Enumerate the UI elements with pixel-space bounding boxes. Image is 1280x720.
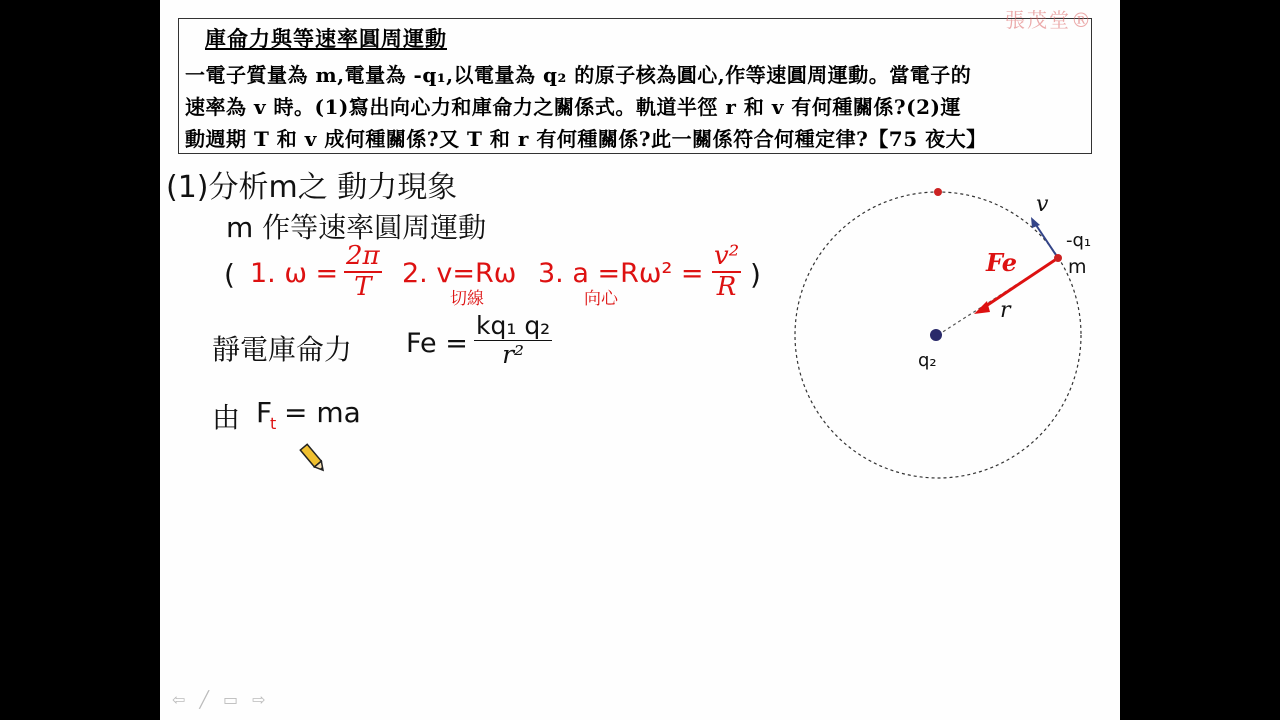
eq-3-label: 3. a =Rω² = bbox=[538, 258, 704, 289]
eq-1-label: 1. ω = bbox=[250, 258, 339, 289]
problem-box bbox=[178, 18, 1092, 154]
author-stamp: 張茂堂® bbox=[1005, 8, 1093, 32]
problem-line-3: 動週期 T 和 v 成何種關係?又 T 和 r 有何種關係?此一關係符合何種定律?【75 夜大】 bbox=[185, 127, 987, 151]
eq-2-label: 2. v=Rω bbox=[402, 258, 517, 289]
pen-icon[interactable]: ╱ bbox=[199, 690, 210, 709]
eq-3-numerator: v² bbox=[714, 241, 740, 271]
electron-dot bbox=[1054, 254, 1062, 262]
nucleus-label: q₂ bbox=[918, 350, 937, 371]
eq-1-fraction bbox=[344, 242, 382, 301]
charge-label: -q₁ bbox=[1066, 230, 1092, 251]
step-1-heading: (1)分析m之 動力現象 bbox=[166, 170, 458, 205]
fe-fraction bbox=[474, 312, 552, 368]
radius-label: r bbox=[1000, 298, 1011, 323]
velocity-label: v bbox=[1036, 192, 1049, 217]
fe-label: Fe = bbox=[406, 328, 468, 359]
fe-numerator: kq₁ q₂ bbox=[476, 311, 551, 340]
pencil-cursor-icon bbox=[298, 442, 328, 476]
eq-3-fraction bbox=[712, 242, 741, 301]
orbit-top-marker bbox=[934, 188, 942, 196]
newton-prefix: 由 bbox=[212, 401, 241, 434]
menu-icon[interactable]: ▭ bbox=[223, 690, 239, 709]
velocity-arrow bbox=[1034, 222, 1058, 258]
mass-label: m bbox=[1068, 256, 1087, 278]
eq-3-subscript: 向心 bbox=[584, 289, 618, 309]
newton-rest: = ma bbox=[284, 396, 361, 429]
step-1-subtitle: m 作等速率圓周運動 bbox=[226, 211, 487, 244]
velocity-arrowhead bbox=[1031, 217, 1040, 228]
eq-1-denominator: T bbox=[354, 271, 372, 302]
problem-title: 庫侖力與等速率圓周運動 bbox=[205, 26, 447, 51]
problem-line-1: 一電子質量為 m,電量為 -q₁,以電量為 q₂ 的原子核為圓心,作等速圓周運動。當電子的 bbox=[185, 63, 972, 87]
prev-arrow-icon[interactable]: ⇦ bbox=[172, 690, 186, 709]
eq-close-paren: ) bbox=[750, 258, 761, 291]
orbit-diagram bbox=[780, 170, 1120, 490]
eq-1-numerator: 2π bbox=[346, 241, 380, 271]
eq-2-subscript: 切線 bbox=[450, 289, 484, 309]
force-arrowhead bbox=[974, 301, 990, 314]
coulomb-force-label: 靜電庫侖力 bbox=[212, 333, 353, 366]
newton-force: F bbox=[256, 396, 273, 429]
slide-nav bbox=[172, 690, 266, 709]
eq-3-denominator: R bbox=[716, 271, 737, 302]
fe-denominator: r² bbox=[502, 339, 525, 369]
newton-force-subscript: t bbox=[270, 414, 277, 433]
eq-open-paren: ( bbox=[224, 258, 235, 291]
next-arrow-icon[interactable]: ⇨ bbox=[252, 690, 266, 709]
problem-line-2: 速率為 v 時。(1)寫出向心力和庫侖力之關係式。軌道半徑 r 和 v 有何種關係?(2)運 bbox=[185, 95, 961, 119]
slide bbox=[160, 0, 1120, 720]
force-label: Fe bbox=[986, 248, 1017, 277]
nucleus-dot bbox=[930, 329, 942, 341]
